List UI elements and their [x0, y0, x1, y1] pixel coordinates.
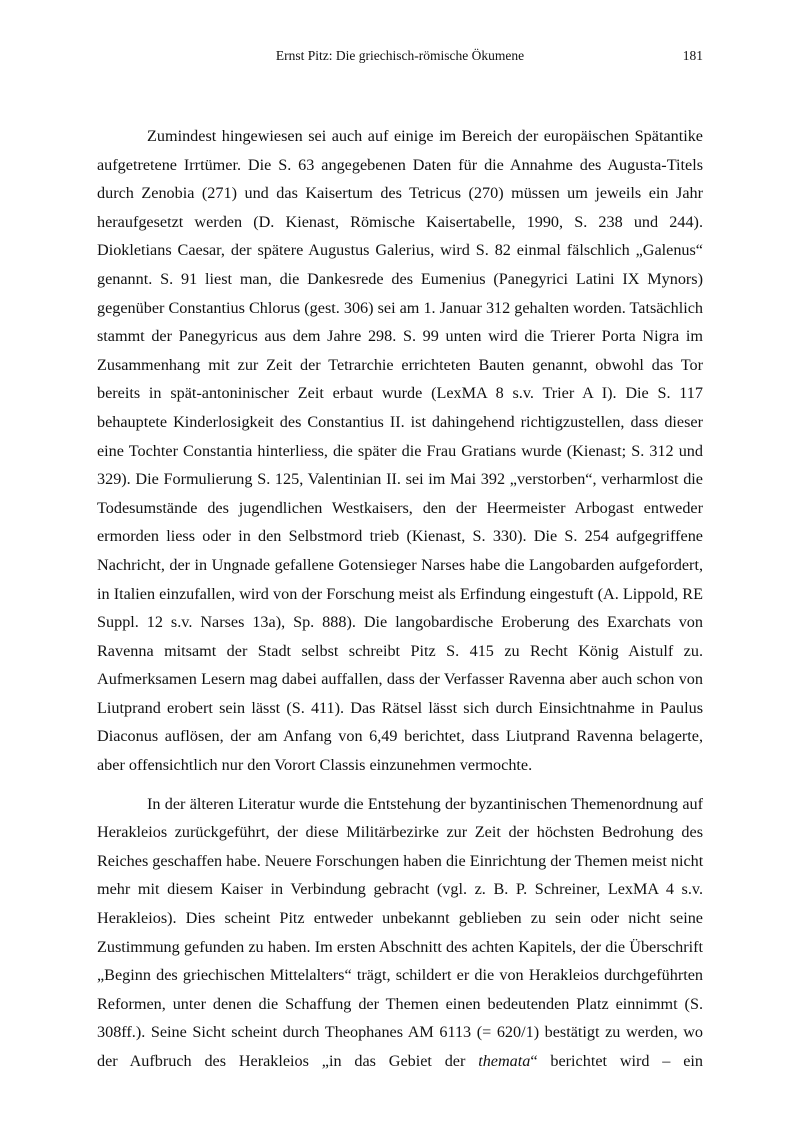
text-line [97, 751, 703, 780]
text-line [97, 294, 703, 323]
text-segment: Herakleios). Dies scheint Pitz entweder unbekannt geblieben zu sein oder nicht seine [97, 909, 703, 928]
text-line [97, 408, 703, 437]
text-line [97, 875, 703, 904]
running-title: Ernst Pitz: Die griechisch-römische Ökumene [275, 48, 525, 63]
text-segment: in Italien einzufallen, wird von der Forschung meist als Erfindung eingestuft (A. Lippold, RE [97, 584, 703, 603]
text-line [97, 694, 703, 723]
text-line [97, 608, 703, 637]
text-line [97, 494, 703, 523]
text-segment: Diaconus auflösen, der am Anfang von 6,49 berichtet, dass Liutprand Ravenna belagerte, [97, 727, 703, 746]
text-line [97, 122, 703, 151]
text-line [97, 904, 703, 933]
text-segment: gegenüber Constantius Chlorus (gest. 306) sei am 1. Januar 312 gehalten worden. Tatsächlich [97, 298, 703, 317]
text-line [97, 208, 703, 237]
text-line [97, 179, 703, 208]
text-segment: Nachricht, der in Ungnade gefallene Gotensieger Narses habe die Langobarden aufgefordert, [97, 555, 703, 574]
text-line [97, 961, 703, 990]
text-segment: mehr mit diesem Kaiser in Verbindung gebracht (vgl. z. B. P. Schreiner, LexMA 4 s.v. [97, 880, 703, 899]
running-header [97, 48, 703, 66]
text-segment: Aufmerksamen Lesern mag dabei auffallen, dass der Verfasser Ravenna aber auch schon von [97, 670, 703, 689]
text-line [97, 551, 703, 580]
text-segment: ermorden liess oder in den Selbstmord trieb (Kienast, S. 330). Die S. 254 aufgegriffene [97, 527, 703, 546]
text-line [97, 236, 703, 265]
text-segment: Zusammenhang mit zur Zeit der Tetrarchie errichteten Bauten genannt, obwohl das Tor [97, 355, 703, 374]
text-segment: heraufgesetzt werden (D. Kienast, Römische Kaisertabelle, 1990, S. 238 und 244). [97, 212, 703, 231]
text-line [97, 790, 703, 819]
text-segment: durch Zenobia (271) und das Kaisertum des Tetricus (270) müssen um jeweils ein Jahr [97, 184, 703, 203]
text-segment: Suppl. 12 s.v. Narses 13a), Sp. 888). Die langobardische Eroberung des Exarchats von [97, 613, 703, 632]
text-line [97, 1047, 703, 1076]
text-segment: Ravenna mitsamt der Stadt selbst schreibt Pitz S. 415 zu Recht König Aistulf zu. [97, 641, 703, 660]
text-line [97, 637, 703, 666]
text-segment: Reformen, unter denen die Schaffung der Themen einen bedeutenden Platz einnimmt (S. [97, 994, 703, 1013]
paragraph [97, 122, 703, 780]
text-line [97, 665, 703, 694]
italic-term: themata [478, 1052, 531, 1070]
text-line [97, 437, 703, 466]
text-segment: aufgetretene Irrtümer. Die S. 63 angegebenen Daten für die Annahme des Augusta-Titels [97, 155, 703, 174]
text-segment: Todesumstände des jugendlichen Westkaisers, den der Heermeister Arbogast entweder [97, 498, 703, 517]
text-line [97, 522, 703, 551]
text-segment: 329). Die Formulierung S. 125, Valentinian II. sei im Mai 392 „verstorben“, verharmlost die [97, 470, 703, 489]
text-segment: bereits in spät-antoninischer Zeit erbaut wurde (LexMA 8 s.v. Trier A I). Die S. 117 [97, 384, 703, 403]
text-segment: Zumindest hingewiesen sei auch auf einige im Bereich der europäischen Spätantike [147, 127, 703, 145]
body-text [97, 122, 703, 1086]
text-segment: der Aufbruch des Herakleios „in das Gebiet der [97, 1052, 479, 1070]
text-segment: Diokletians Caesar, der spätere Augustus Galerius, wird S. 82 einmal fälschlich „Galenus“ [97, 241, 703, 260]
text-line [97, 322, 703, 351]
text-line [97, 379, 703, 408]
paragraph [97, 790, 703, 1076]
text-segment: “ berichtet wird – ein [530, 1052, 703, 1070]
text-segment: behauptete Kinderlosigkeit des Constantius II. ist dahingehend richtigzustellen, dass dieser [97, 412, 703, 431]
text-line [97, 847, 703, 876]
text-line [97, 722, 703, 751]
text-line [97, 933, 703, 962]
text-segment: Reiches geschaffen habe. Neuere Forschungen haben die Einrichtung der Themen meist nicht [97, 851, 704, 870]
text-segment: Herakleios zurückgeführt, der diese Militärbezirke zur Zeit der höchsten Bedrohung des [97, 823, 703, 842]
text-line [97, 265, 703, 294]
text-segment: eine Tochter Constantia hinterliess, die später die Frau Gratians wurde (Kienast; S. 312 und [97, 441, 703, 460]
text-segment: 308ff.). Seine Sicht scheint durch Theophanes AM 6113 (= 620/1) bestätigt zu werden, wo [97, 1023, 703, 1042]
text-line [97, 1018, 703, 1047]
text-line [97, 151, 703, 180]
text-segment: „Beginn des griechischen Mittelalters“ trägt, schildert er die von Herakleios durchgeführten [97, 966, 703, 985]
text-segment: Liutprand erobert sein lässt (S. 411). Das Rätsel lässt sich durch Einsichtnahme in Paulus [97, 698, 703, 717]
text-segment: In der älteren Literatur wurde die Entstehung der byzantinischen Themenordnung auf [147, 794, 703, 813]
text-line [97, 580, 703, 609]
text-segment: genannt. S. 91 liest man, die Dankesrede des Eumenius (Panegyrici Latini IX Mynors) [97, 269, 703, 288]
text-line [97, 818, 703, 847]
text-line [97, 465, 703, 494]
text-segment: stammt der Panegyricus aus dem Jahre 298. S. 99 unten wird die Trierer Porta Nigra im [97, 327, 703, 346]
page-number: 181 [682, 48, 703, 63]
text-segment: Zustimmung gefunden zu haben. Im ersten Abschnitt des achten Kapitels, der die Überschrift [97, 937, 703, 956]
text-line [97, 990, 703, 1019]
text-segment: aber offensichtlich nur den Vorort Classis einzunehmen vermochte. [97, 756, 533, 775]
text-line [97, 351, 703, 380]
